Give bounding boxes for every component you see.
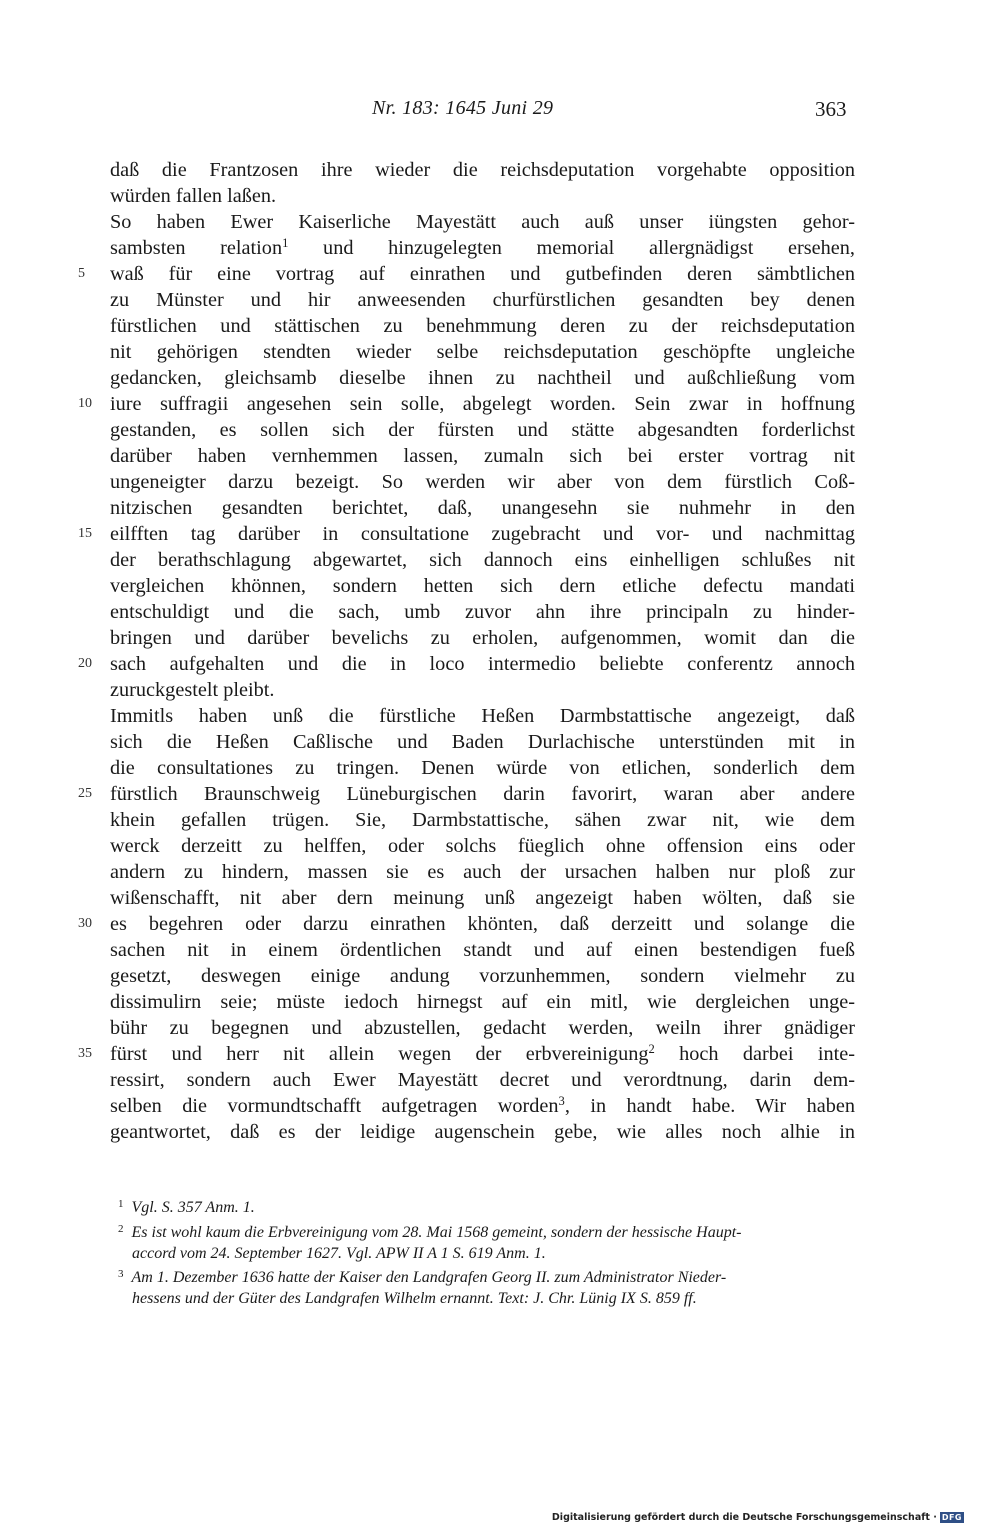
text-line: Immitls haben unß die fürstliche Heßen Darmbstattische angezeigt, daß: [110, 705, 855, 727]
line-number: 25: [78, 786, 92, 801]
credit-text: Digitalisierung gefördert durch die Deutsche Forschungsgemeinschaft ·: [551, 1512, 937, 1523]
footnote-text: Es ist wohl kaum die Erbvereinigung vom 28. Mai 1568 gemeint, sondern der hessische Haupt-: [131, 1224, 742, 1241]
text-line: [110, 235, 855, 261]
text-line: eilfften tag darüber in consultatione zugebracht und vor- und nachmittag: [110, 523, 855, 545]
text-line: iure suffragii angesehen sein solle, abgelegt worden. Sein zwar in hoffnung: [110, 393, 855, 415]
text-run: hoch darbei inte-: [654, 1043, 855, 1065]
text-line: würden fallen laßen.: [110, 185, 277, 207]
line-number: 35: [78, 1046, 92, 1061]
text-line: zuruckgestelt pleibt.: [110, 679, 275, 701]
text-line: die consultationes zu tringen. Denen würde von etlichen, sonderlich dem: [110, 757, 855, 779]
footnote-ref-1: 1: [282, 236, 289, 251]
text-line: der berathschlagung abgewartet, sich dannoch eins einhelligen schlußes nit: [110, 549, 855, 571]
footnote-3: [118, 1267, 858, 1290]
text-line: ressirt, sondern auch Ewer Mayestätt decret und verordtnung, darin dem-: [110, 1069, 855, 1091]
text-run: , in handt habe. Wir haben: [564, 1095, 856, 1117]
footnote-2-cont: [118, 1243, 858, 1264]
text-line: zu Münster und hir anweesenden churfürstlichen gesandten bey denen: [110, 289, 855, 311]
footnote-ref-3: 3: [558, 1094, 565, 1109]
text-line: nitzischen gesandten berichtet, daß, unangesehn sie nuhmehr in den: [110, 497, 855, 519]
text-line: bühr zu begegnen und abzustellen, gedacht werden, weiln ihrer gnädiger: [110, 1017, 855, 1039]
text-line: sachen nit in einem ördentlichen standt und auf einen bestendigen fueß: [110, 939, 855, 961]
footnote-1: [118, 1197, 858, 1220]
text-run: fürst und herr nit allein wegen der erbvereinigung: [110, 1043, 649, 1065]
line-number: 20: [78, 656, 92, 671]
footnote-2: [118, 1222, 858, 1245]
text-line: fürstlichen und stättischen zu benehmmung deren zu der reichsdeputation: [110, 315, 855, 337]
text-line: waß für eine vortrag auf einrathen und gutbefinden deren sämbtlichen: [110, 263, 855, 285]
text-line: So haben Ewer Kaiserliche Mayestätt auch auß unser iüngsten gehor-: [110, 211, 855, 233]
footnote-text: Vgl. S. 357 Anm. 1.: [131, 1199, 255, 1216]
text-line: gesetzt, deswegen einige andung vorzunhemmen, sondern vielmehr zu: [110, 965, 855, 987]
text-line: ungeneigter darzu bezeigt. So werden wir aber von dem fürstlich Coß-: [110, 471, 855, 493]
text-line: daß die Frantzosen ihre wieder die reichsdeputation vorgehabte opposition: [110, 159, 855, 181]
text-line: gestanden, es sollen sich der fürsten und stätte abgesandten forderlichst: [110, 419, 855, 441]
text-line: [110, 1041, 855, 1067]
line-number: 15: [78, 526, 92, 541]
text-line: darüber haben vernhemmen lassen, zumaln sich bei erster vortrag nit: [110, 445, 855, 467]
text-run: sambsten relation: [110, 237, 283, 259]
text-line: geantwortet, daß es der leidige augenschein gebe, wie alles noch alhie in: [110, 1121, 855, 1143]
line-number: 10: [78, 396, 92, 411]
text-line: bringen und darüber bevelichs zu erholen, aufgenommen, womit dan die: [110, 627, 855, 649]
text-line: werck derzeitt zu helffen, oder solchs füeglich ohne offension eins oder: [110, 835, 855, 857]
text-run: selben die vormundtschafft aufgetragen worden: [110, 1095, 559, 1117]
text-line: vergleichen khönnen, sondern hetten sich dern etliche defectu mandati: [110, 575, 855, 597]
text-line: dissimulirn seie; müste iedoch hirnegst auf ein mitl, wie dergleichen unge-: [110, 991, 855, 1013]
dfg-credit: [552, 1512, 964, 1523]
text-line: fürstlich Braunschweig Lüneburgischen darin favorirt, waran aber andere: [110, 783, 855, 805]
text-line: khein gefallen trügen. Sie, Darmbstattische, sähen zwar nit, wie dem: [110, 809, 855, 831]
text-run: und hinzugelegten memorial allergnädigst ersehen,: [288, 237, 855, 259]
text-line: wißenschafft, nit aber dern meinung unß angezeigt haben wölten, daß sie: [110, 887, 855, 909]
page-header: [0, 97, 1000, 127]
line-number: 5: [78, 266, 85, 281]
footnote-text: hessens und der Güter des Landgrafen Wilhelm ernannt. Text: J. Chr. Lünig IX S. 859 ff.: [132, 1290, 697, 1307]
text-line: andern zu hindern, massen sie es auch der ursachen halben nur ploß zur: [110, 861, 855, 883]
text-line: sach aufgehalten und die in loco intermedio beliebte conferentz annoch: [110, 653, 855, 675]
text-line: es begehren oder darzu einrathen khönten, daß derzeitt und solange die: [110, 913, 855, 935]
footnote-ref-2: 2: [648, 1042, 655, 1057]
text-line: [110, 1093, 855, 1119]
footnote-3-cont: [118, 1288, 858, 1309]
text-line: gedancken, gleichsamb dieselbe ihnen zu nachtheil und außchließung vom: [110, 367, 855, 389]
footnote-text: accord vom 24. September 1627. Vgl. APW II A 1 S. 619 Anm. 1.: [132, 1245, 546, 1262]
running-head: Nr. 183: 1645 Juni 29: [372, 97, 554, 119]
footnote-mark: 3: [118, 1268, 124, 1280]
footnote-mark: 1: [118, 1198, 124, 1210]
footnote-mark: 2: [118, 1223, 124, 1235]
text-line: sich die Heßen Caßlische und Baden Durlachische unterstünden mit in: [110, 731, 855, 753]
footnote-text: Am 1. Dezember 1636 hatte der Kaiser den Landgrafen Georg II. zum Administrator Nieder-: [131, 1269, 727, 1286]
dfg-logo-icon: DFG: [941, 1513, 962, 1522]
text-line: entschuldigt und die sach, umb zuvor ahn ihre principaln zu hinder-: [110, 601, 855, 623]
page-number: 363: [815, 97, 847, 121]
line-number: 30: [78, 916, 92, 931]
text-line: nit gehörigen stendten wieder selbe reichsdeputation geschöpfte ungleiche: [110, 341, 855, 363]
